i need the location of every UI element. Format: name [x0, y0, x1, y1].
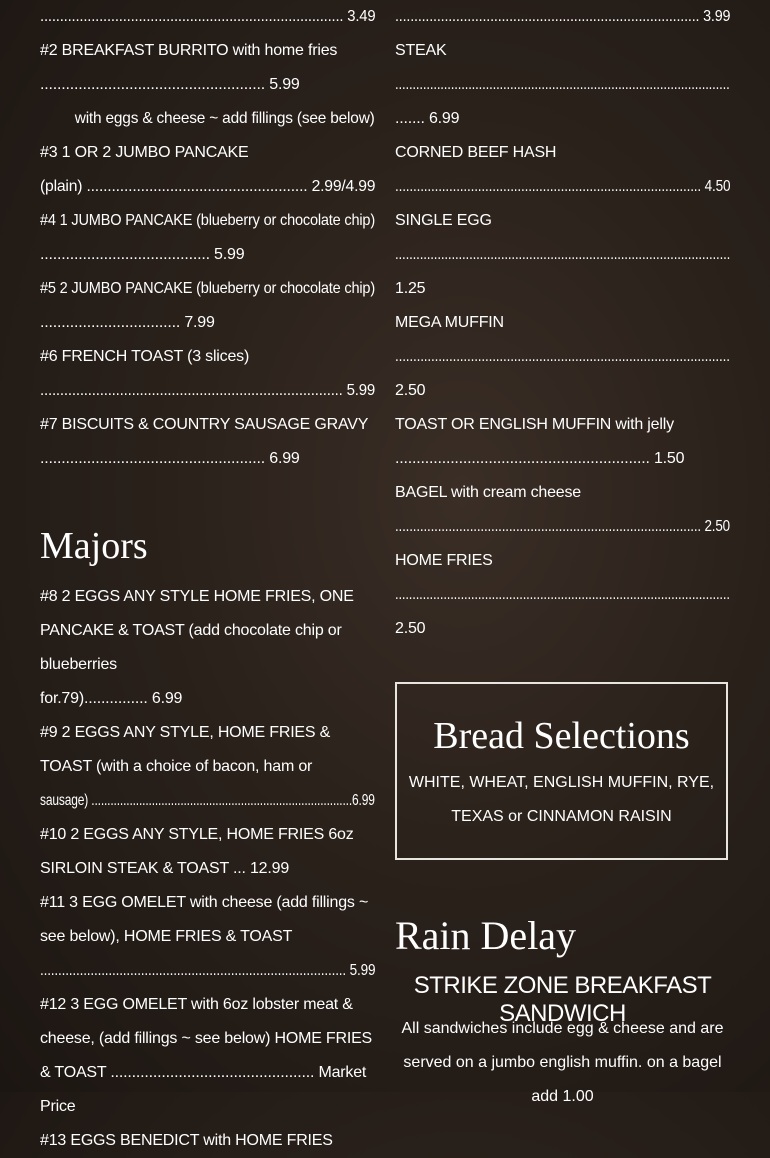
menu-item: #11 3 EGG OMELET with cheese (add fillings ~ see below), HOME FRIES & TOAST — [40, 894, 369, 945]
menu-line: #5 2 JUMBO PANCAKE (blueberry or chocolate chip) — [40, 280, 375, 297]
bread-selections-heading: Bread Selections — [433, 715, 690, 757]
menu-line: TOAST OR ENGLISH MUFFIN with jelly — [395, 416, 674, 433]
menu-line: ................................................................................................ — [395, 76, 730, 93]
menu-line: ............................................................................. 3.49 — [40, 8, 376, 25]
menu-line: #4 1 JUMBO PANCAKE (blueberry or chocolate chip) — [40, 212, 375, 229]
menu-line: STEAK — [395, 42, 447, 59]
menu-line: with eggs & cheese ~ add fillings (see below) — [74, 110, 375, 127]
bread-options-line-1: WHITE, WHEAT, ENGLISH MUFFIN, RYE, — [408, 774, 715, 791]
menu-item: #8 2 EGGS ANY STYLE HOME FRIES, ONE PANCAKE & TOAST (add chocolate chip or blueberries — [40, 588, 354, 673]
menu-line: MEGA MUFFIN — [395, 314, 504, 331]
menu-item-price: ..................................................................................... 5.99 — [40, 962, 376, 979]
menu-line: HOME FRIES — [395, 552, 493, 569]
menu-line: ............................................................................................... — [395, 246, 731, 263]
menu-line: SINGLE EGG — [395, 212, 492, 229]
menu-item-price: sausage) ..................................................................................6.99 — [40, 792, 375, 809]
majors-heading: Majors — [40, 525, 148, 567]
rain-delay-heading: Rain Delay — [395, 913, 577, 958]
menu-line: ............................................................................................. — [395, 348, 730, 365]
menu-line: BAGEL with cream cheese — [395, 484, 582, 501]
menu-line: #3 1 OR 2 JUMBO PANCAKE — [40, 144, 249, 161]
bread-options-line-2: TEXAS or CINNAMON RAISIN — [451, 808, 672, 825]
menu-line: #2 BREAKFAST BURRITO with home fries — [40, 42, 338, 59]
menu-line: ................................. 7.99 — [40, 314, 215, 331]
menu-line: (plain) ..................................................... 2.99/4.99 — [40, 178, 376, 195]
menu-line: 2.50 — [395, 620, 426, 637]
menu-line: #7 BISCUITS & COUNTRY SAUSAGE GRAVY — [40, 416, 369, 433]
right-menu-column — [395, 0, 730, 646]
menu-line: ..................................................................................... 4.50 — [395, 178, 731, 195]
menu-line: 2.50 — [395, 382, 426, 399]
menu-line: ............................................................................ 5.99 — [40, 382, 376, 399]
menu-line: #6 FRENCH TOAST (3 slices) — [40, 348, 250, 365]
menu-line: ........................................ 5.99 — [40, 246, 245, 263]
menu-item: #12 3 EGG OMELET with 6oz lobster meat & cheese, (add fillings ~ see below) HOME FRIES & TOAST ................................................ Market Price — [40, 996, 373, 1115]
menu-line: ................................................................................................. — [395, 586, 730, 603]
majors-list — [40, 580, 375, 1158]
menu-item: #9 2 EGGS ANY STYLE, HOME FRIES & TOAST (with a choice of bacon, ham or — [40, 724, 331, 775]
strike-zone-sandwich-title: STRIKE ZONE BREAKFAST SANDWICH — [413, 972, 712, 1027]
menu-line: ..................................................... 5.99 — [40, 76, 300, 93]
menu-line: ............................................................ 1.50 — [395, 450, 685, 467]
menu-item: #13 EGGS BENEDICT with HOME FRIES — [40, 1132, 333, 1149]
menu-line: ....... 6.99 — [395, 110, 460, 127]
menu-line: ...................................................................................... 2.50 — [395, 518, 730, 535]
left-menu-column — [40, 0, 375, 476]
menu-line: ................................................................................ 3.99 — [395, 8, 731, 25]
menu-line: ..................................................... 6.99 — [40, 450, 300, 467]
menu-item: #10 2 EGGS ANY STYLE, HOME FRIES 6oz SIRLOIN STEAK & TOAST ... 12.99 — [40, 826, 354, 877]
sandwich-note: All sandwiches include egg & cheese and are served on a jumbo english muffin. on a bagel add 1.00 — [401, 1020, 724, 1105]
bread-selections-box — [395, 682, 728, 860]
menu-line: CORNED BEEF HASH — [395, 144, 557, 161]
menu-item-price: for.79)............... 6.99 — [40, 690, 183, 707]
menu-line: 1.25 — [395, 280, 426, 297]
